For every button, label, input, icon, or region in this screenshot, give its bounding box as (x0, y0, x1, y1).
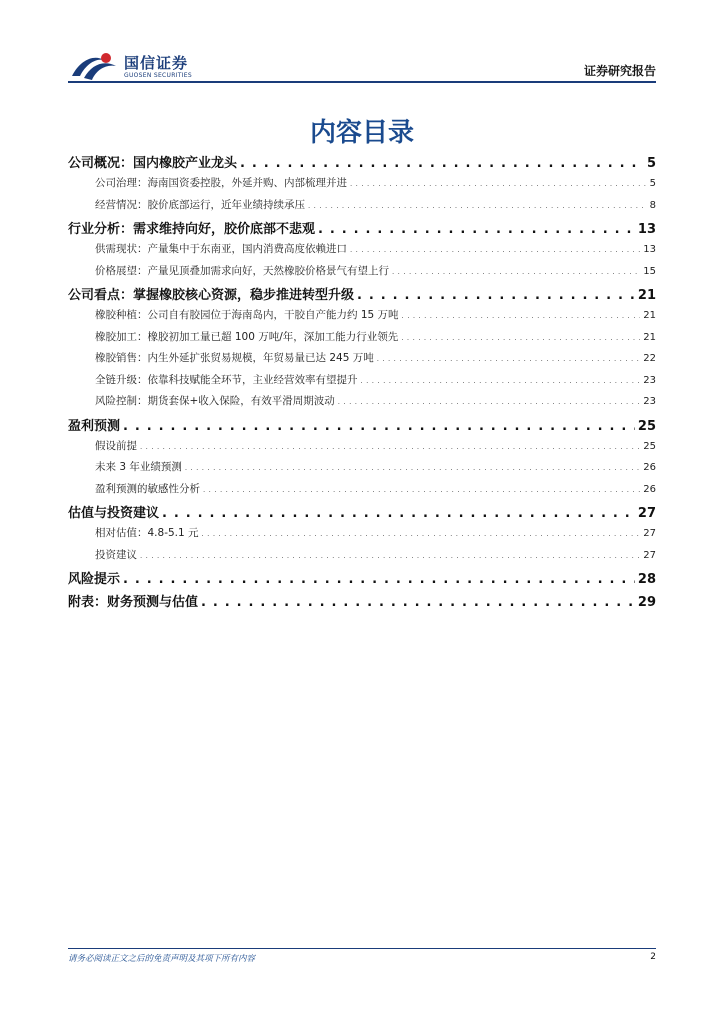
footer-page-number: 2 (650, 952, 656, 962)
toc-entry-page: 22 (643, 353, 656, 364)
toc-entry-page: 27 (643, 528, 656, 539)
toc-entry-title: 橡胶种植：公司自有胶园位于海南岛内，干胶自产能力约 15 万吨 (95, 309, 399, 321)
logo-name-en: GUOSEN SECURITIES (124, 72, 193, 79)
toc-dot-leader (402, 309, 641, 321)
toc-entry-title: 盈利预测的敏感性分析 (95, 482, 200, 495)
toc-subsection-entry[interactable] (68, 197, 656, 219)
toc-entry-page: 13 (643, 244, 656, 255)
toc-subsection-entry[interactable] (68, 459, 656, 481)
toc-title: 内容目录 (309, 118, 414, 148)
toc-entry-page: 13 (637, 222, 656, 237)
toc-subsection-entry[interactable] (68, 547, 656, 569)
toc-section-entry[interactable] (68, 568, 656, 591)
footer-disclaimer: 请务必阅读正文之后的免责声明及其项下所有内容 (68, 954, 256, 964)
toc-entry-page: 26 (643, 483, 656, 495)
company-logo (70, 50, 210, 84)
toc-entry-page: 26 (643, 462, 656, 473)
toc-dot-leader (203, 483, 640, 495)
toc-entry-title: 公司治理：海南国资委控股，外延并购、内部梳理并进 (95, 177, 347, 189)
toc-subsection-entry[interactable] (68, 525, 656, 547)
toc-entry-title: 橡胶销售：内生外延扩张贸易规模，年贸易量已达 245 万吨 (95, 352, 374, 364)
toc-entry-page: 5 (649, 178, 656, 189)
toc-entry-page: 8 (649, 199, 656, 211)
toc-subsection-entry[interactable] (68, 307, 656, 329)
toc-entry-page: 23 (643, 374, 656, 386)
toc-entry-page: 27 (643, 549, 656, 561)
guosen-logo-icon (70, 50, 120, 84)
toc-entry-title: 假设前提 (95, 439, 137, 452)
toc-entry-page: 21 (643, 331, 656, 343)
toc-section-entry[interactable] (68, 218, 656, 241)
toc-entry-title: 附表：财务预测与估值 (68, 595, 199, 610)
toc-dot-leader (350, 177, 647, 189)
toc-entry-title: 估值与投资建议 (68, 506, 160, 521)
toc-entry-title: 全链升级：依靠科技赋能全环节，主业经营效率有望提升 (95, 373, 358, 386)
toc-subsection-entry[interactable] (68, 263, 656, 285)
toc-entry-title: 投资建议 (95, 548, 137, 561)
toc-section-entry[interactable] (68, 152, 656, 175)
toc-entry-page: 21 (643, 310, 656, 321)
toc-entry-title: 橡胶加工：橡胶初加工量已超 100 万吨/年，深加工能力行业领先 (95, 330, 399, 343)
toc-subsection-entry[interactable] (68, 350, 656, 372)
toc-section-entry[interactable] (68, 502, 656, 525)
table-of-contents (68, 152, 656, 614)
toc-section-entry[interactable] (68, 415, 656, 438)
toc-dot-leader (201, 595, 635, 610)
toc-dot-leader (140, 549, 640, 561)
toc-entry-page: 28 (637, 572, 656, 587)
toc-entry-page: 25 (637, 418, 656, 434)
toc-dot-leader (140, 440, 640, 452)
header-divider (68, 81, 656, 83)
toc-dot-leader (240, 156, 644, 171)
toc-dot-leader (357, 288, 635, 303)
toc-subsection-entry[interactable] (68, 175, 656, 197)
toc-subsection-entry[interactable] (68, 241, 656, 263)
toc-entry-title: 风险控制：期货套保+收入保险，有效平滑周期波动 (95, 395, 335, 407)
toc-dot-leader (361, 374, 641, 386)
toc-entry-title: 盈利预测 (68, 418, 121, 434)
toc-entry-page: 21 (637, 288, 656, 303)
toc-dot-leader (185, 461, 640, 473)
toc-subsection-entry[interactable] (68, 481, 656, 503)
toc-entry-page: 23 (643, 396, 656, 407)
toc-dot-leader (318, 222, 635, 237)
toc-dot-leader (401, 331, 640, 343)
report-type-label: 证券研究报告 (583, 64, 656, 78)
toc-dot-leader (392, 265, 640, 277)
toc-dot-leader (377, 352, 641, 364)
logo-name-cn: 国信证券 (124, 54, 189, 72)
toc-section-entry[interactable] (68, 591, 656, 614)
toc-entry-title: 经营情况：胶价底部运行，近年业绩持续承压 (95, 198, 305, 211)
toc-entry-page: 5 (646, 156, 656, 171)
toc-entry-title: 供需现状：产量集中于东南亚，国内消费高度依赖进口 (95, 243, 347, 255)
toc-entry-page: 25 (643, 440, 656, 452)
toc-entry-title: 未来 3 年业绩预测 (95, 461, 182, 473)
toc-subsection-entry[interactable] (68, 372, 656, 394)
footer-divider (68, 948, 656, 949)
toc-entry-title: 行业分析：需求维持向好，胶价底部不悲观 (68, 222, 316, 237)
toc-entry-page: 27 (637, 506, 656, 521)
toc-dot-leader (123, 419, 635, 434)
toc-dot-leader (338, 395, 640, 407)
toc-dot-leader (350, 243, 640, 255)
toc-subsection-entry[interactable] (68, 438, 656, 460)
toc-entry-title: 公司看点：掌握橡胶核心资源，稳步推进转型升级 (68, 288, 355, 303)
toc-entry-title: 相对估值：4.8-5.1 元 (95, 527, 199, 539)
toc-entry-title: 价格展望：产量见顶叠加需求向好，天然橡胶价格景气有望上行 (95, 264, 389, 277)
toc-entry-title: 公司概况：国内橡胶产业龙头 (68, 156, 238, 171)
toc-dot-leader (123, 572, 635, 587)
toc-entry-title: 风险提示 (68, 572, 121, 587)
toc-dot-leader (202, 527, 641, 539)
toc-subsection-entry[interactable] (68, 393, 656, 415)
toc-dot-leader (162, 506, 635, 521)
toc-entry-page: 29 (637, 595, 656, 610)
toc-section-entry[interactable] (68, 284, 656, 307)
toc-entry-page: 15 (643, 265, 656, 277)
toc-subsection-entry[interactable] (68, 329, 656, 351)
toc-dot-leader (308, 199, 647, 211)
